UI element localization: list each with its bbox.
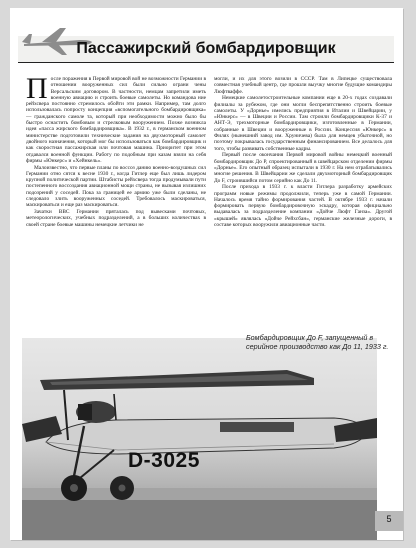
- aircraft-drawing: [22, 338, 377, 540]
- paragraph: После прихода в 1933 г. к власти Гитлера разработку армейских программ новые режимы продолжили, теперь уже в самой Германии. Началось время тайно формирования частей. В октябре 1933 г. начали формировать первую бомбардировочную эскадру, которая официально выдавалась за подразделение компании «Дойче Люфт Ганза». Другой «крышей» являлась «Дойче Рейхсбан», германские железные дороги, в составе которых вооружили авиационные части.: [214, 184, 392, 228]
- page-number-tab: [375, 511, 403, 531]
- text-column-right: [214, 76, 392, 359]
- book-page: [10, 8, 403, 540]
- header-band: [18, 36, 394, 63]
- paragraph: [26, 76, 206, 164]
- paragraph: могли, и их для этого возили в СССР. Там в Липецке существовала совместная учебный центр, где прошли выучку многие будущие командиры Люфтваффе.: [214, 76, 392, 95]
- aircraft-registration: D-3025: [128, 449, 200, 472]
- figure-caption: Бомбардировщик До F, запущенный в серийное производство как До 11, 1933 г.: [246, 333, 389, 351]
- drop-cap: П: [26, 76, 48, 105]
- text-column-left: [26, 76, 206, 330]
- page-title: Пассажирский бомбардировщик: [76, 40, 336, 57]
- paragraph: Немецкие самолетостроительные компании еще в 20-х годах создавали филиалы за рубежом, где они могли беспрепятственно строить боевые самолеты. У «Дорнье» имелись предприятия в Италии и Швейцарии, у «Юнкерс» — в Швеции и России. Там строили бомбардировщики К-37 и АНТ-Э, трехмоторные бомбардировщики, изготовленные в Германии, собранные в Швеции и вооруженные в России. Концессия «Юнкерс» в Филях (нынешний завод им. Хруничева) была для немцев убыточной, но поэтому покрывалась государственным финансированием. Все делалось для того, чтобы развивать собственные кадры.: [214, 95, 392, 152]
- aircraft-photo: [22, 338, 377, 540]
- paragraph-text: осле поражения в Первой мировой вой не возможности Германии в отношении вооруженных сил были сильно ограни чены Версальским договором. В частности, немцам запретили иметь военную авиацию и строить боевые самолеты. Но командова ние рейхсвера постоянно стремилось обойти эти рамки. Например, там долго использовалась попросту концепция «вспомогательного бомбардировщика» — гражданского самоле та, который при необходимости можно было бы быстро оснастить бомбовым и стрелковым вооружением. Позже возникла идея «пасса жирского бомбардировщика». В 1932 г., в германском военном министерстве подготовили технические задания на двухмоторный самолет двойного назначения, который мог бы использоваться как бомбардировщик и как скоростная пассажирская или почтовая машина. Приоритет при этом отдавался военной функции. Работу по подобным при казам взяли на себя фирмы «Юнкерс» и «Хейнкель».: [26, 76, 206, 164]
- paragraph: Малоизвестно, что первые планы по воссоз данию военно-воздушных сил Германии отно сятся к весне 1930 г., когда Гитлер еще был лишь лидером крупной политической партии. Штабисты рейхсвера тогда продумывали пути постепенного воссоздания авиационной мощи страны, не вызывая излишних подозрений у соседей. Пока за границей ее армию уже были сделаны, не следовало злить вооруженных соседей. Требовалось маскироваться, маскироваться и еще раз маскироваться.: [26, 164, 206, 209]
- paragraph: Зачатки ВВС Германии пряталась под вывесками почтовых, метеорологических, учебных подразделений, а в больших количествах в своей стране боевые машины немецкие летчики не: [26, 209, 206, 228]
- paragraph: Первый после окончания Первой мировой войны немецкий военный бомбардировщик До Р, спроектированный в швейцарском отделении фирмы «Дорнье». Его опытный образец испытали в 1930 г. На нем отрабатывались многие решения. В Швейцарии же сделали двухмоторный бомбардировщик До F, строившийся потом серийно как До 11.: [214, 152, 392, 184]
- page-number: 5: [386, 514, 392, 524]
